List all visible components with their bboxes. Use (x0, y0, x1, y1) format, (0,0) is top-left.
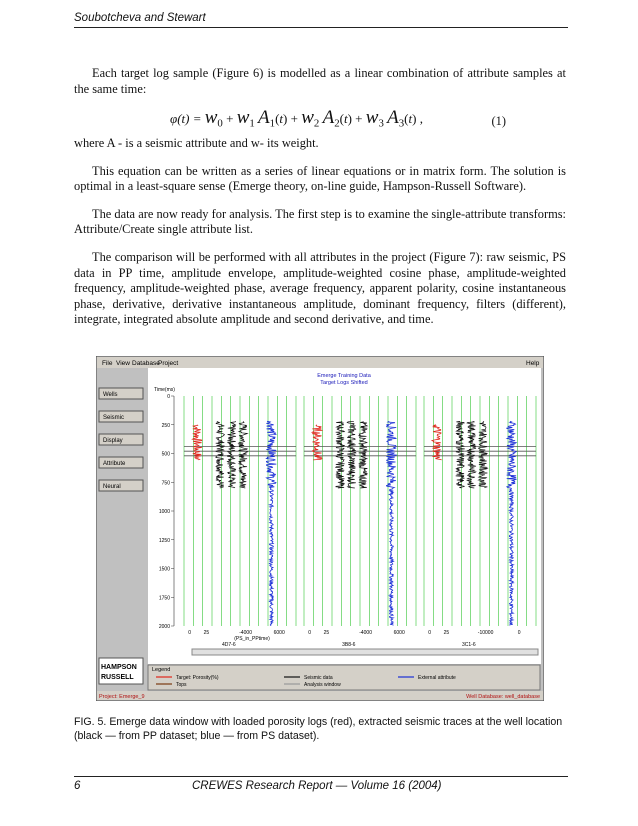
time-tick-label: 1750 (158, 595, 170, 602)
time-tick-label: 2000 (158, 624, 170, 630)
well-axis-tick: 6000 (393, 630, 405, 636)
well-name-label: 3B8-6 (342, 642, 356, 648)
legend-seismic: Seismic data (304, 675, 333, 681)
well-axis-tick: -10000 (477, 630, 494, 636)
menu-project[interactable]: Project (158, 360, 179, 367)
well-axis-tick: -4000 (239, 630, 252, 636)
text-block-main (74, 136, 566, 340)
paragraph-2: where A - is a seismic attribute and w- its weight. (74, 136, 319, 150)
logo-text-2: RUSSELL (101, 674, 134, 681)
legend-target: Target: Porosity(%) (176, 675, 219, 681)
status-database: Well Database: well_database (466, 694, 540, 700)
paragraph-5: The comparison will be performed with all attributes in the project (Figure 7): raw seismic, PS data in PP time, amplitude envelope, amplitude-weighted cosine phase, amplitude-weighted frequency, amplitude-weighted phase, average frequency, apparent polarity, cosine instantaneous phase, derivative, derivative instantaneous amplitude, dominant frequency, filters (different), integrate, integrated absolute amplitude and second derivative, and time. (74, 249, 566, 327)
time-tick-label: 1500 (158, 566, 170, 573)
time-tick-label: 0 (167, 394, 170, 400)
well-axis-tick: 0 (308, 630, 311, 636)
side-button-display-label: Display (103, 438, 123, 444)
plot-title-2: Target Logs Shifted (320, 380, 368, 386)
paragraph-4: The data are now ready for analysis. The first step is to examine the single-attribute transforms: Attribute/Create single attribute list. (74, 206, 566, 237)
side-button-neural-label: Neural (103, 484, 121, 490)
paragraph-1: Each target log sample (Figure 6) is modelled as a linear combination of attribute samples at the same time: (74, 66, 566, 96)
side-button-attribute-label: Attribute (103, 461, 126, 467)
time-tick-label: 500 (161, 451, 170, 458)
well-axis-tick: 0 (428, 630, 431, 636)
well-axis-tick: 25 (443, 630, 450, 636)
well-axis-tick: 0 (188, 630, 191, 636)
equation-expression: $\varphi(t) = w_0 + w_1$ $A_1(t) + w_2$ $A_2(t) + w_3$ $A_3(t)$ , (170, 107, 423, 130)
side-button-wells-label: Wells (103, 392, 118, 398)
page-number: 6 (74, 780, 81, 792)
menu-database[interactable]: Database (132, 360, 160, 367)
equation-block (74, 66, 566, 146)
status-project: Project: Emerge_9 (99, 694, 145, 700)
time-tick-label: 1250 (158, 537, 170, 544)
equation-1 (74, 107, 566, 138)
equation-number: (1) (491, 114, 506, 128)
figure-emerge-window (96, 356, 544, 701)
legend-title: Legend (152, 667, 171, 673)
plot-title-1: Emerge Training Data (317, 373, 371, 379)
equation-lhs: φ(t) = (170, 111, 202, 126)
running-head: Soubotcheva and Stewart (74, 12, 568, 28)
well-name-label: 4D7-6 (221, 642, 236, 648)
time-tick-label: 250 (161, 422, 170, 429)
footer (74, 776, 568, 792)
horizontal-scrollbar[interactable] (192, 649, 538, 655)
figure-caption: FIG. 5. Emerge data window with loaded porosity logs (red), extracted seismic traces at the well location (black — from PP dataset; blue — from PS dataset). (74, 716, 563, 742)
emerge-window-screenshot (96, 356, 544, 701)
well-axis-tick: 6000 (273, 630, 285, 636)
time-tick-label: 750 (161, 480, 170, 487)
well-axis-tick: 25 (323, 630, 330, 636)
ps-label: (PS_in_PPtime) (234, 636, 270, 642)
menu-help[interactable]: Help (526, 360, 540, 367)
logo-text-1: HAMPSON (101, 664, 137, 671)
side-button-seismic-label: Seismic (103, 415, 125, 421)
plot-area (148, 368, 541, 664)
menu-file[interactable]: File (102, 360, 113, 367)
legend-external: External attribute (418, 675, 456, 681)
time-tick-label: 1000 (158, 509, 170, 515)
legend-window: Analysis window (304, 682, 341, 688)
time-axis-label: Time(ms) (154, 387, 175, 393)
well-axis-tick: 0 (517, 630, 521, 636)
legend-tops: Tops (176, 682, 187, 688)
menu-view[interactable]: View (116, 360, 130, 367)
well-axis-tick: 25 (203, 630, 210, 636)
well-name-label: 3C1-6 (461, 642, 476, 648)
paragraph-3: This equation can be written as a series of linear equations or in matrix form. The solution is optimal in a least-square sense (Emerge theory, on-line guide, Hampson-Russell Software). (74, 163, 566, 194)
well-axis-tick: -4000 (359, 630, 372, 636)
footer-title: CREWES Research Report — Volume 16 (2004) (192, 780, 442, 792)
